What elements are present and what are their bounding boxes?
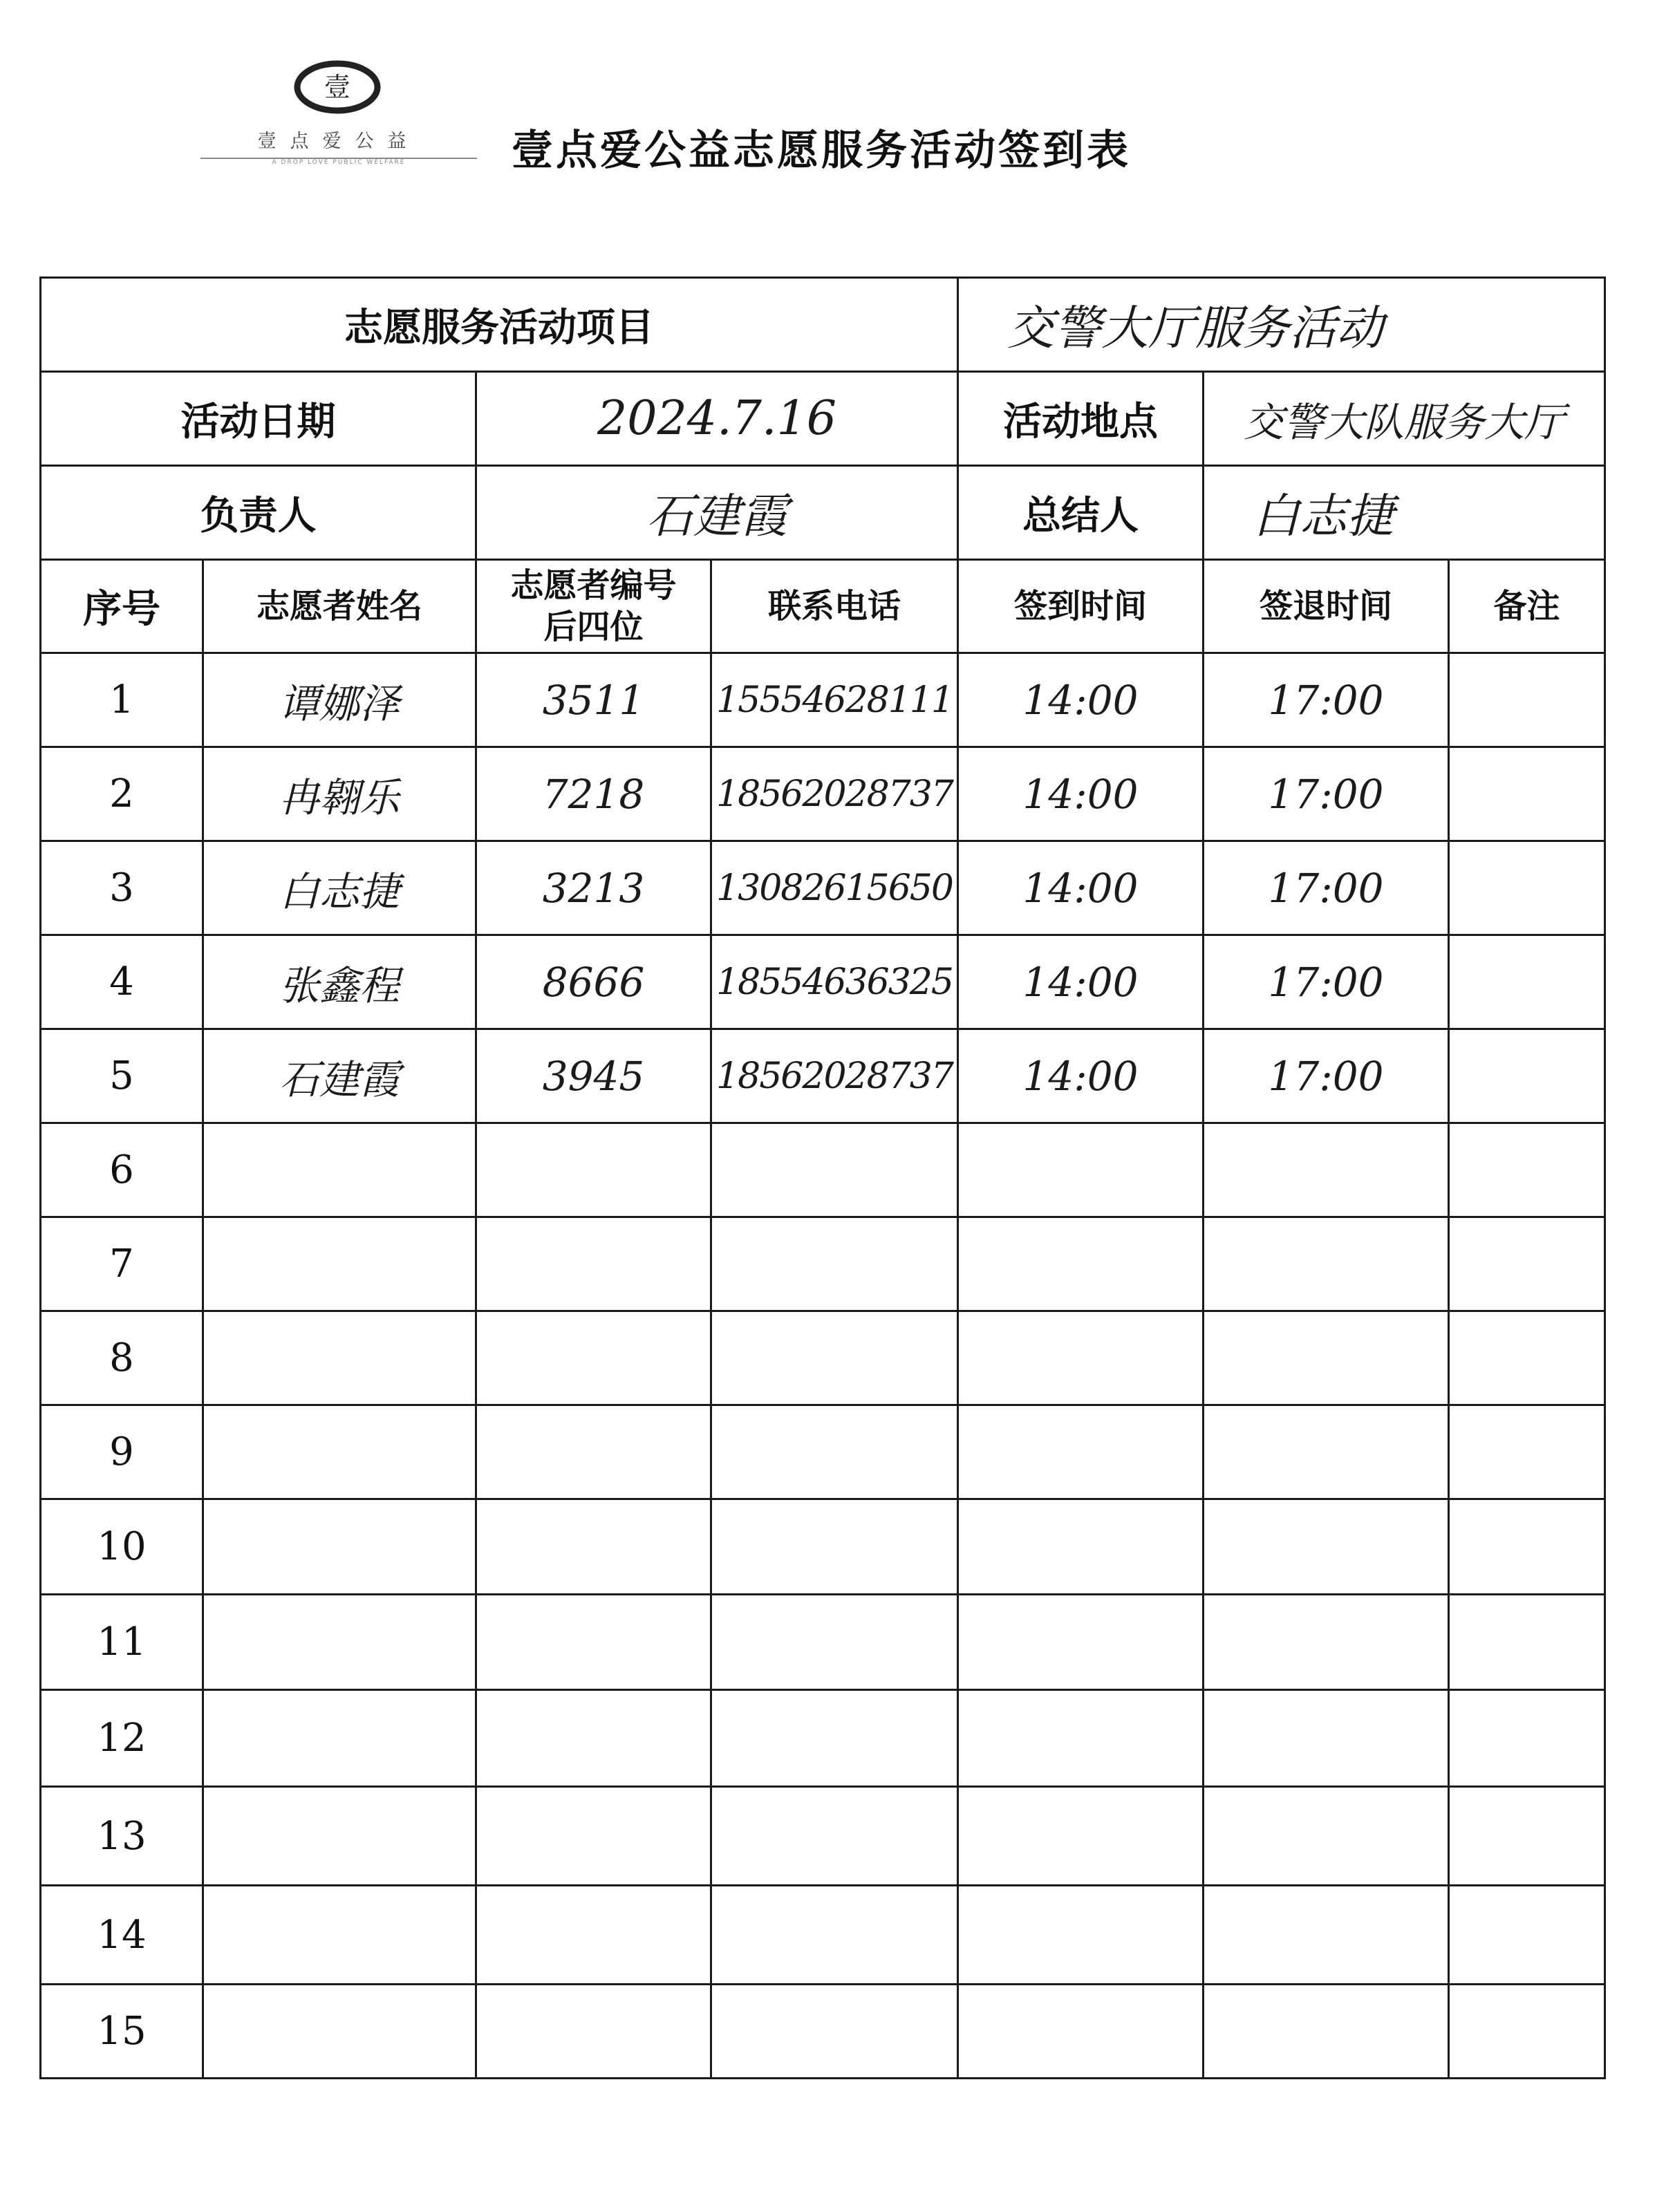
table-row	[41, 1886, 1605, 1985]
row-name[interactable]	[203, 1787, 476, 1886]
org-subtitle: A DROP LOVE PUBLIC WELFARE	[272, 159, 406, 166]
row-name[interactable]	[203, 1690, 476, 1787]
col-checkin: 签到时间	[958, 560, 1204, 653]
row-checkout[interactable]	[1204, 1311, 1449, 1405]
row-checkout[interactable]	[1204, 1595, 1449, 1690]
row-checkin[interactable]: 14:00	[958, 653, 1204, 747]
project-value[interactable]: 交警大厅服务活动	[958, 278, 1605, 372]
leader-value[interactable]: 石建霞	[476, 466, 958, 560]
row-seq: 1	[41, 653, 203, 747]
row-checkout[interactable]: 17:00	[1204, 841, 1449, 935]
location-value[interactable]: 交警大队服务大厅	[1204, 372, 1605, 466]
row-checkout[interactable]	[1204, 1217, 1449, 1311]
row-id[interactable]: 8666	[476, 935, 711, 1029]
col-id-line2: 后四位	[543, 608, 644, 646]
row-note[interactable]	[1449, 1029, 1605, 1123]
row-checkin[interactable]: 14:00	[958, 747, 1204, 841]
row-checkin[interactable]: 14:00	[958, 1029, 1204, 1123]
row-checkout[interactable]: 17:00	[1204, 747, 1449, 841]
row-phone[interactable]	[711, 1886, 958, 1985]
row-checkout[interactable]: 17:00	[1204, 935, 1449, 1029]
row-checkout[interactable]	[1204, 1985, 1449, 2079]
table-row	[41, 653, 1605, 747]
row-id[interactable]	[476, 1405, 711, 1499]
row-seq: 11	[41, 1595, 203, 1690]
row-name[interactable]	[203, 1217, 476, 1311]
column-header-row	[41, 560, 1605, 653]
row-phone[interactable]	[711, 1595, 958, 1690]
row-note[interactable]	[1449, 1499, 1605, 1595]
row-name[interactable]	[203, 1499, 476, 1595]
row-phone[interactable]	[711, 1405, 958, 1499]
table-row	[41, 841, 1605, 935]
row-checkin[interactable]	[958, 1405, 1204, 1499]
row-seq: 12	[41, 1690, 203, 1787]
col-seq: 序号	[41, 560, 203, 653]
row-phone[interactable]: 18562028737	[711, 1029, 958, 1123]
row-seq: 9	[41, 1405, 203, 1499]
table-row	[41, 1029, 1605, 1123]
row-checkin[interactable]	[958, 1499, 1204, 1595]
row-checkin[interactable]	[958, 1217, 1204, 1311]
row-phone[interactable]	[711, 1985, 958, 2079]
row-phone[interactable]	[711, 1690, 958, 1787]
row-seq: 3	[41, 841, 203, 935]
row-name[interactable]	[203, 1886, 476, 1985]
sign-in-table	[39, 276, 1606, 2079]
row-phone[interactable]: 18554636325	[711, 935, 958, 1029]
row-phone[interactable]: 18562028737	[711, 747, 958, 841]
row-id[interactable]: 7218	[476, 747, 711, 841]
row-note[interactable]	[1449, 1787, 1605, 1886]
row-note[interactable]	[1449, 935, 1605, 1029]
row-id[interactable]	[476, 1985, 711, 2079]
logo-glyph: 壹	[324, 72, 351, 102]
row-checkin[interactable]	[958, 1690, 1204, 1787]
row-note[interactable]	[1449, 1595, 1605, 1690]
date-value[interactable]: 2024.7.16	[476, 372, 958, 466]
volunteer-rows	[41, 653, 1605, 2079]
row-id[interactable]	[476, 1690, 711, 1787]
row-phone[interactable]	[711, 1499, 958, 1595]
row-name[interactable]: 谭娜泽	[203, 653, 476, 747]
row-name[interactable]	[203, 1311, 476, 1405]
col-id	[476, 560, 711, 653]
table-row	[41, 1595, 1605, 1690]
col-phone: 联系电话	[711, 560, 958, 653]
row-name[interactable]: 白志捷	[203, 841, 476, 935]
table-row	[41, 1217, 1605, 1311]
row-name[interactable]	[203, 1123, 476, 1217]
table-row	[41, 1787, 1605, 1886]
row-checkin[interactable]	[958, 1787, 1204, 1886]
row-phone[interactable]	[711, 1123, 958, 1217]
row-checkin[interactable]	[958, 1886, 1204, 1985]
row-id[interactable]: 3945	[476, 1029, 711, 1123]
row-name[interactable]: 石建霞	[203, 1029, 476, 1123]
org-logo	[194, 55, 484, 173]
row-id[interactable]	[476, 1217, 711, 1311]
table-row	[41, 1311, 1605, 1405]
table-row	[41, 1985, 1605, 2079]
logo-mark-icon	[294, 59, 381, 115]
col-id-line1: 志愿者编号	[510, 566, 677, 605]
row-id[interactable]: 3511	[476, 653, 711, 747]
row-id[interactable]: 3213	[476, 841, 711, 935]
row-name[interactable]	[203, 1985, 476, 2079]
row-seq: 13	[41, 1787, 203, 1886]
org-name: 壹点爱公益	[257, 131, 420, 152]
row-seq: 6	[41, 1123, 203, 1217]
leader-label: 负责人	[41, 466, 476, 560]
row-checkout[interactable]	[1204, 1690, 1449, 1787]
row-seq: 15	[41, 1985, 203, 2079]
row-checkin[interactable]	[958, 1595, 1204, 1690]
row-name[interactable]: 冉翱乐	[203, 747, 476, 841]
row-note[interactable]	[1449, 1123, 1605, 1217]
row-phone[interactable]	[711, 1311, 958, 1405]
leader-row	[41, 466, 1605, 560]
row-id[interactable]	[476, 1311, 711, 1405]
row-id[interactable]	[476, 1886, 711, 1985]
row-id[interactable]	[476, 1499, 711, 1595]
row-name[interactable]: 张鑫程	[203, 935, 476, 1029]
row-id[interactable]	[476, 1787, 711, 1886]
row-name[interactable]	[203, 1405, 476, 1499]
row-checkout[interactable]	[1204, 1787, 1449, 1886]
row-note[interactable]	[1449, 1311, 1605, 1405]
project-label: 志愿服务活动项目	[41, 278, 958, 372]
row-checkin[interactable]	[958, 1123, 1204, 1217]
table-row	[41, 747, 1605, 841]
row-note[interactable]	[1449, 747, 1605, 841]
row-phone[interactable]	[711, 1787, 958, 1886]
row-phone[interactable]	[711, 1217, 958, 1311]
row-seq: 10	[41, 1499, 203, 1595]
row-note[interactable]	[1449, 1886, 1605, 1985]
row-id[interactable]	[476, 1123, 711, 1217]
row-note[interactable]	[1449, 653, 1605, 747]
row-name[interactable]	[203, 1595, 476, 1690]
table-row	[41, 1405, 1605, 1499]
row-checkout[interactable]	[1204, 1405, 1449, 1499]
col-note: 备注	[1449, 560, 1605, 653]
row-checkout[interactable]: 17:00	[1204, 653, 1449, 747]
row-checkout[interactable]	[1204, 1123, 1449, 1217]
row-note[interactable]	[1449, 1405, 1605, 1499]
row-checkout[interactable]	[1204, 1886, 1449, 1985]
row-note[interactable]	[1449, 1690, 1605, 1787]
summarizer-label: 总结人	[958, 466, 1204, 560]
row-seq: 7	[41, 1217, 203, 1311]
row-seq: 5	[41, 1029, 203, 1123]
row-checkin[interactable]: 14:00	[958, 841, 1204, 935]
date-location-row	[41, 372, 1605, 466]
col-checkout: 签退时间	[1204, 560, 1449, 653]
row-note[interactable]	[1449, 1217, 1605, 1311]
table-row	[41, 935, 1605, 1029]
project-row	[41, 278, 1605, 372]
row-seq: 14	[41, 1886, 203, 1985]
row-seq: 4	[41, 935, 203, 1029]
date-label: 活动日期	[41, 372, 476, 466]
row-checkin[interactable]: 14:00	[958, 935, 1204, 1029]
row-checkin[interactable]	[958, 1985, 1204, 2079]
row-phone[interactable]: 13082615650	[711, 841, 958, 935]
col-name: 志愿者姓名	[203, 560, 476, 653]
row-checkout[interactable]	[1204, 1499, 1449, 1595]
row-id[interactable]	[476, 1595, 711, 1690]
row-checkin[interactable]	[958, 1311, 1204, 1405]
row-seq: 8	[41, 1311, 203, 1405]
row-seq: 2	[41, 747, 203, 841]
summarizer-value[interactable]: 白志捷	[1204, 466, 1605, 560]
table-row	[41, 1690, 1605, 1787]
table-row	[41, 1499, 1605, 1595]
location-label: 活动地点	[958, 372, 1204, 466]
row-note[interactable]	[1449, 1985, 1605, 2079]
row-note[interactable]	[1449, 841, 1605, 935]
row-phone[interactable]: 15554628111	[711, 653, 958, 747]
row-checkout[interactable]: 17:00	[1204, 1029, 1449, 1123]
document-title: 壹点爱公益志愿服务活动签到表	[512, 126, 1131, 175]
table-row	[41, 1123, 1605, 1217]
